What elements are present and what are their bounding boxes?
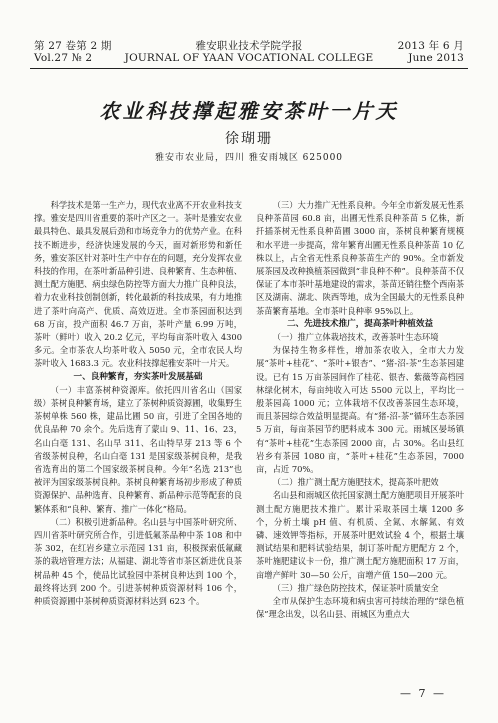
left-column <box>34 199 242 608</box>
paragraph: （三）大力推广无性系良种。今年全市新发展无性系良种茶苗园 60.8 亩，出圃无性系良种茶苗 5 亿株，新扦插茶树无性系良种苗圃 3000 亩，茶树良种繁育规模和水平进一步提高，常年繁育出圃无性系良种茶苗 10 亿株以上，占全省无性系良种茶苗生产的 90%。全市新发展茶园及改种换植茶园做到“非良种不种”。良种茶苗不仅保证了本市茶叶基地建设的需求，茶苗还销往整个西南茶区及湖南、湖北、陕西等地，成为全国最大的无性系良种茶苗繁育基地。全市茶叶良种率 95%以上。 <box>256 200 464 316</box>
paragraph: 科学技术是第一生产力，现代农业离不开农业科技支撑。雅安是四川省重要的茶叶产区之一。茶叶是雅安农业最具特色、最具发展后劲和市场竞争力的优势产业。在科技不断进步，经济快速发展的今天，面对新形势和新任务，雅安茶区针对茶叶生产中存在的问题，充分发挥农业科技的作用，在茶叶新品种引进、良种繁育、生态种植、测土配方施肥、病虫绿色防控等方面大力推广良种良法，着力农业科技创制创新，转化最新的科技成果，有力地推进了茶叶向高产、优质、高效迈进。全市茶园面积达到 68 万亩，投产面积 46.7 万亩，茶叶产量 6.99 万吨，茶叶（鲜叶）收入 20.2 亿元，平均每亩茶叶收入 4300 多元。全市茶农人均茶叶收入 5050 元，全市农民人均茶叶收入 1683.3 元。农业科技撑起雅安茶叶一片天。 <box>34 200 242 369</box>
journal-name-cn: 雅安职业技术学院学报 <box>195 40 303 52</box>
header-rule <box>30 68 468 69</box>
paragraph: （一）丰富茶树种资源库。依托四川省名山（国家级）茶树良种繁育场，建立了茶树种质资源圃，收集野生茶树单株 560 株，建品比圃 50 亩，引进了全国各地的优良品种 70 余个。先后选育了蒙山 9、11、16、23，名山白毫 131、名山早 311、名山特早芽 213 等 6 个省级茶树良种，名山白毫 131 是国家级茶树良种，是我省选育出的第二个国家级茶树良种。今年“名选 213”也被评为国家级茶树良种。茶树良种繁育场初步形成了种质资源保护、品种选育、良种繁育、新品种示范等配套的良繁体系和“良种、繁育、推广一体化”格局。 <box>34 384 242 514</box>
paragraph: 名山县和雨城区依托国家测土配方施肥项目开展茶叶测土配方施肥技术推广。累计采取茶园土壤 1200 多个，分析土壤 pH 值、有机质、全氮、水解氮、有效磷、速效钾等指标，开展茶叶肥效试验 4 个，根据土壤测试结果和肥料试验结果，制订茶叶配方肥配方 2 个，茶叶施肥建议卡一份，推广测土配方施肥面积 17 万亩，亩增产鲜叶 30—50 公斤，亩增产值 150—200 元。 <box>256 490 464 580</box>
paragraph: （二）推广测土配方施肥技术，提高茶叶肥效 <box>272 477 439 488</box>
issue-en: Vol.27 № 2 <box>34 52 93 64</box>
section-heading: 一、良种繁育，夯实茶叶发展基础 <box>73 371 203 382</box>
date-en: June 2013 <box>408 52 464 64</box>
section-heading: 二、先进技术推广，提高茶叶种植效益 <box>286 318 434 329</box>
paragraph: 为保持生物多样性，增加茶农收入，全市大力发展“茶叶+桂花”、“茶叶+银杏”、“猪-沼-茶”生态茶园建设。已有 15 万亩茶园间作了桂花、银杏、紫薇等高档园林绿化树木，每亩纯收入可达 5500 元以上，平均比一般茶园高 1000 元；立体栽培不仅改善茶园生态环境，而且茶园综合效益明显提高。有“猪-沼-茶”循环生态茶园 5 万亩，每亩茶园节约肥料成本 300 元。雨城区晏场镇有“茶叶+桂花”生态茶园 2000 亩，占 30%。名山县红岩乡有茶园 1080 亩，“茶叶+桂花”生态茶园，7000 亩，占近 70%。 <box>256 345 464 475</box>
date-cn: 2013 年 6 月 <box>397 40 464 52</box>
journal-header-en <box>30 52 468 66</box>
page-number: — 7 — <box>400 687 446 700</box>
journal-header-cn <box>30 38 468 52</box>
paragraph: （三）推广绿色防控技术，保证茶叶质量安全 <box>272 582 439 593</box>
article-title: 农业科技撑起雅安茶叶一片天 <box>99 99 399 123</box>
paragraph: （二）积极引进新品种。名山县与中国茶叶研究所、四川省茶叶研究所合作，引进低氟茶品种中茶 108 和中茶 302，在红岩乡建立示范园 131 亩，积极探索低氟藏茶的栽培管理方法；从福建、湖北等省市茶区新进优良茶树品种 45 个，使品比试验园中茶树良种达到 100 个，最终将达到 200 个。引进茶树种质资源材料 106 个，种质资源圃中茶树种质资源材料达到 623 个。 <box>34 516 242 607</box>
paragraph: （一）推广立体栽培技术，改善茶叶生态环境 <box>272 332 439 343</box>
issue-cn: 第 27 卷第 2 期 <box>34 40 112 52</box>
right-column <box>256 199 464 622</box>
paragraph: 全市从保护生态环境和病虫害可持续治理的“绿色植保”理念出发，以名山县、雨城区为重点大 <box>256 596 464 620</box>
author-affiliation: 雅安市农业局，四川 雅安雨城区 625000 <box>154 153 344 163</box>
journal-name-en: JOURNAL OF YAAN VOCATIONAL COLLEGE <box>124 52 374 64</box>
author-name: 徐瑚珊 <box>225 131 273 147</box>
